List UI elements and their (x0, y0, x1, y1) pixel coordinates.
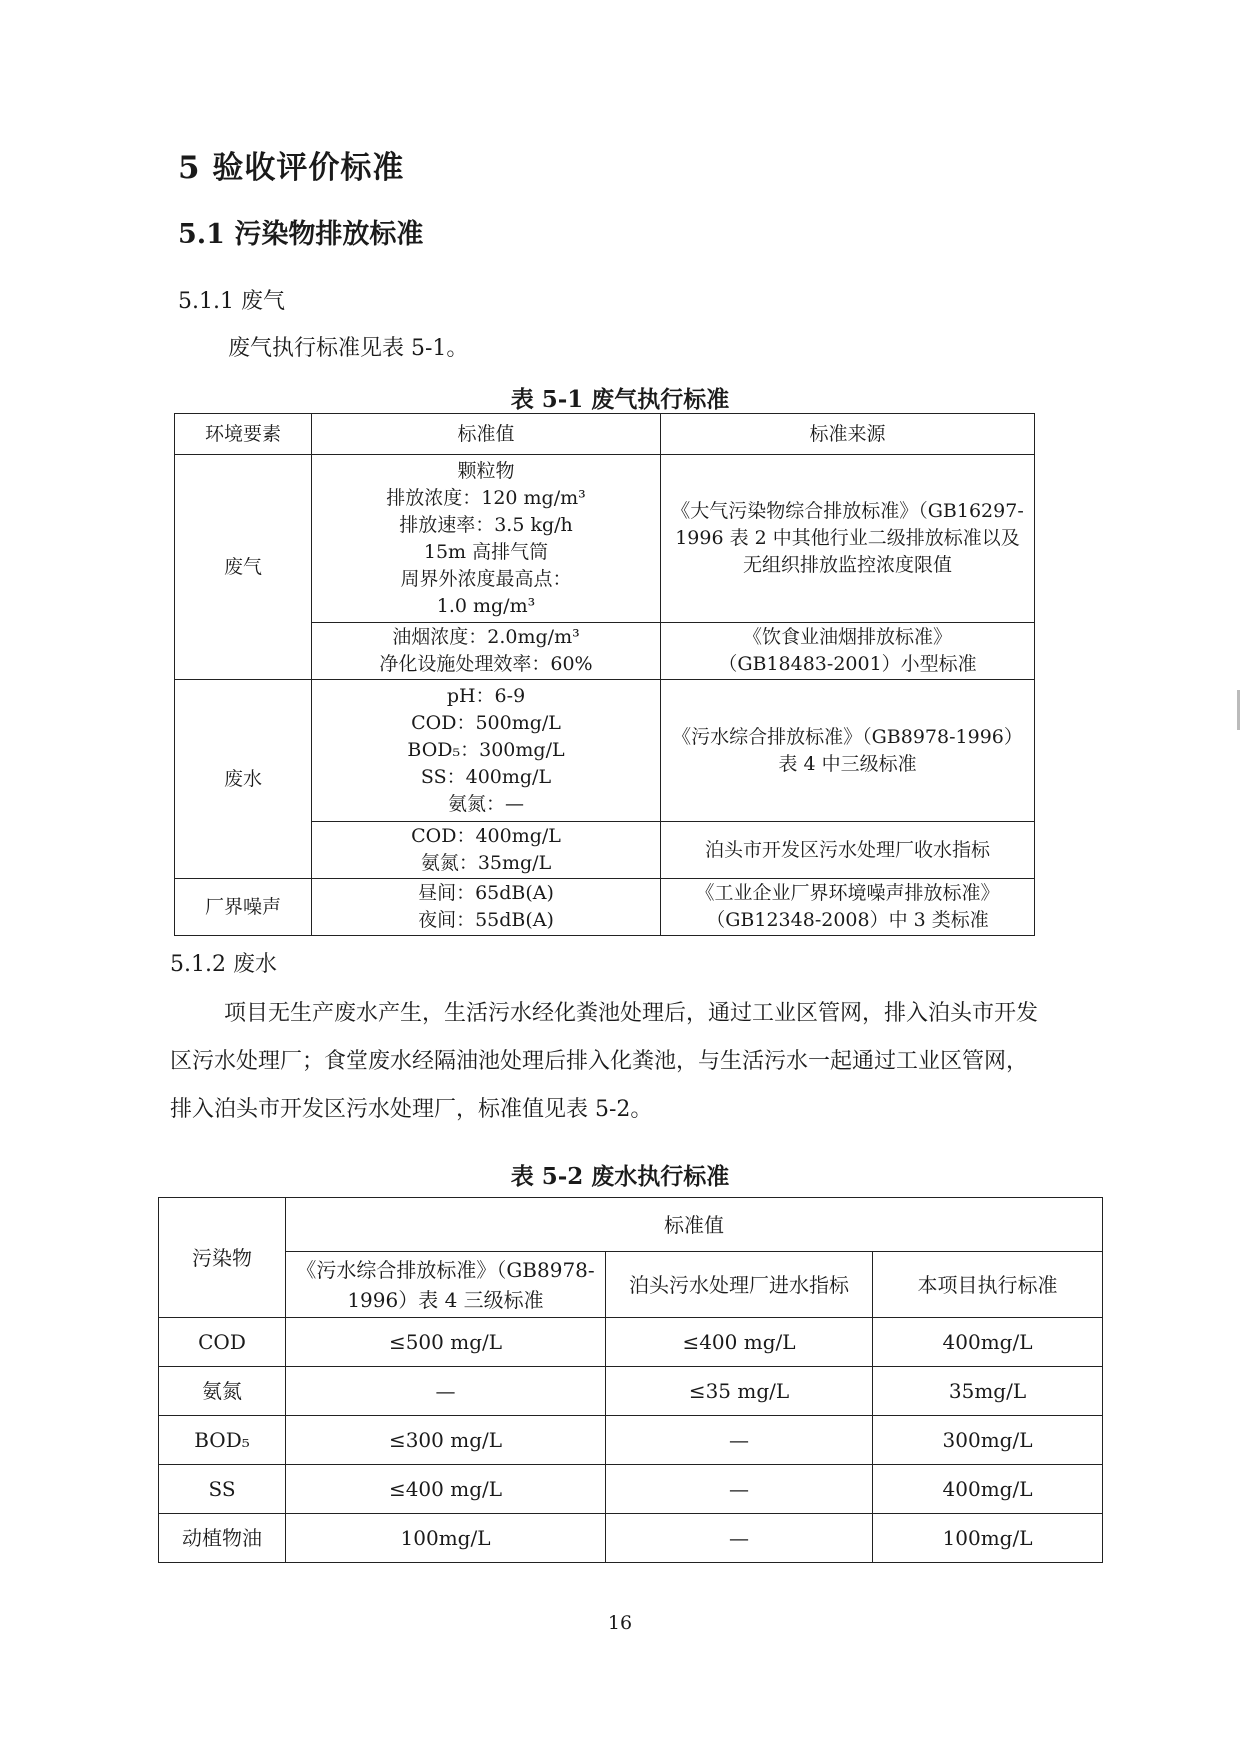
gas-intro-text: 废气执行标准见表 5-1。 (228, 336, 469, 361)
table2-cell: ≤400 mg/L (286, 1465, 606, 1514)
table-row (159, 1465, 1103, 1514)
table2-cell: ≤500 mg/L (286, 1318, 606, 1367)
table2-subheader-plant: 泊头污水处理厂进水指标 (606, 1252, 873, 1318)
subsubsection-heading-gas: 5.1.1 废气 (178, 289, 285, 314)
table2-cell: SS (159, 1465, 286, 1514)
table2-caption: 表 5-2 废水执行标准 (510, 1163, 730, 1190)
table2-subheader-project: 本项目执行标准 (873, 1252, 1103, 1318)
table2-cell: 300mg/L (873, 1416, 1103, 1465)
table1-gas-label: 废气 (175, 455, 312, 680)
table2-subheader-gb8978: 《污水综合排放标准》（GB8978-1996）表 4 三级标准 (286, 1252, 606, 1318)
table1-fume-source: 《饮食业油烟排放标准》 （GB18483-2001）小型标准 (661, 623, 1035, 680)
table1-noise-source: 《工业企业厂界环境噪声排放标准》 （GB12348-2008）中 3 类标准 (661, 879, 1035, 936)
table1-header-value: 标准值 (312, 414, 661, 455)
table2-cell: BOD₅ (159, 1416, 286, 1465)
subsection-heading: 5.1 污染物排放标准 (178, 219, 424, 250)
table1-noise-label: 厂界噪声 (175, 879, 312, 936)
water-standard-table (158, 1197, 1103, 1563)
table-row (159, 1367, 1103, 1416)
table1-gas-source: 《大气污染物综合排放标准》（GB16297-1996 表 2 中其他行业二级排放标准以及无组织排放监控浓度限值 (661, 455, 1035, 623)
table1-plant-values: COD：400mg/L 氨氮：35mg/L (312, 822, 661, 879)
table2-cell: — (606, 1514, 873, 1563)
table2-cell: 100mg/L (286, 1514, 606, 1563)
subsubsection-heading-water: 5.1.2 废水 (170, 952, 277, 977)
table2-cell: 400mg/L (873, 1465, 1103, 1514)
table2-cell: COD (159, 1318, 286, 1367)
table1-water-label: 废水 (175, 680, 312, 879)
table1-header-element: 环境要素 (175, 414, 312, 455)
table1-header-source: 标准来源 (661, 414, 1035, 455)
table-row (159, 1416, 1103, 1465)
water-paragraph: 项目无生产废水产生，生活污水经化粪池处理后，通过工业区管网，排入泊头市开发区污水处理厂；食堂废水经隔油池处理后排入化粪池，与生活污水一起通过工业区管网，排入泊头市开发区污水处理厂，标准值见表 5-2。 (170, 1001, 1039, 1122)
table2-cell: — (286, 1367, 606, 1416)
table2-cell: 100mg/L (873, 1514, 1103, 1563)
table2-cell: — (606, 1416, 873, 1465)
table2-pollutant-header: 污染物 (159, 1198, 286, 1318)
gas-standard-table (174, 413, 1035, 936)
table1-gas-values: 颗粒物 排放浓度：120 mg/m³ 排放速率：3.5 kg/h 15m 高排气筒 周界外浓度最高点： 1.0 mg/m³ (312, 455, 661, 623)
table1-fume-values: 油烟浓度：2.0mg/m³ 净化设施处理效率：60% (312, 623, 661, 680)
table2-cell: ≤400 mg/L (606, 1318, 873, 1367)
table-row (159, 1514, 1103, 1563)
table2-cell: 氨氮 (159, 1367, 286, 1416)
table2-cell: 动植物油 (159, 1514, 286, 1563)
table-row (159, 1318, 1103, 1367)
table1-noise-values: 昼间：65dB(A) 夜间：55dB(A) (312, 879, 661, 936)
table1-water-values: pH：6-9 COD：500mg/L BOD₅：300mg/L SS：400mg/L 氨氮：— (312, 680, 661, 822)
table1-caption: 表 5-1 废气执行标准 (510, 386, 730, 413)
section-heading: 5 验收评价标准 (178, 150, 405, 186)
table2-cell: — (606, 1465, 873, 1514)
table1-water-source: 《污水综合排放标准》（GB8978-1996） 表 4 中三级标准 (661, 680, 1035, 822)
table2-standard-header: 标准值 (286, 1198, 1103, 1252)
table2-cell: ≤35 mg/L (606, 1367, 873, 1416)
table1-plant-source: 泊头市开发区污水处理厂收水指标 (661, 822, 1035, 879)
table2-cell: 400mg/L (873, 1318, 1103, 1367)
table2-cell: ≤300 mg/L (286, 1416, 606, 1465)
page-number: 16 (607, 1612, 633, 1634)
table2-cell: 35mg/L (873, 1367, 1103, 1416)
